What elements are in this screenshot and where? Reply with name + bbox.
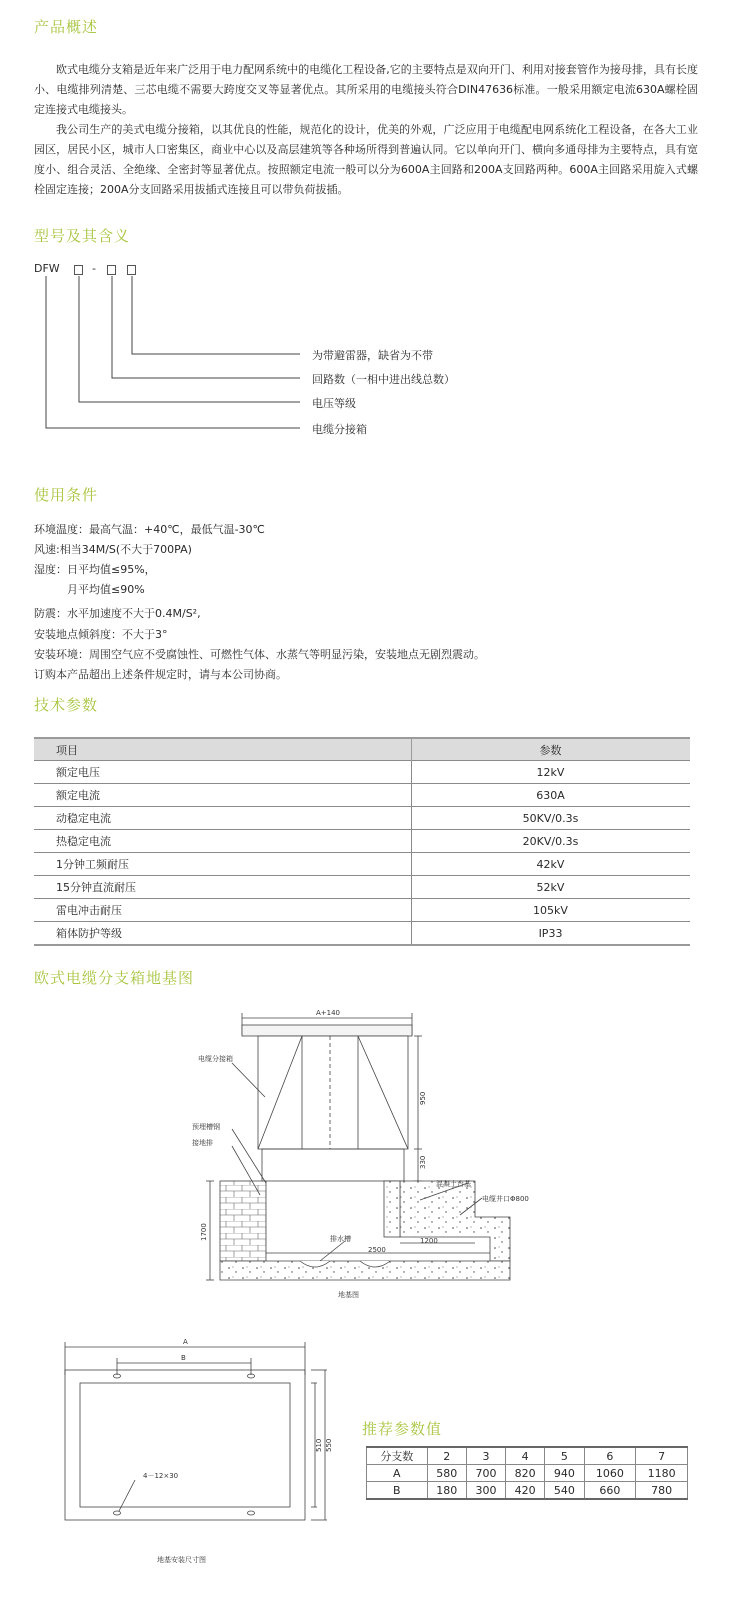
dim-330: 330 <box>419 1155 427 1169</box>
conditions-heading: 使用条件 <box>34 486 99 504</box>
condition-temperature: 环境温度：最高气温：+40℃，最低气温-30℃ <box>34 523 265 536</box>
rec-cell: 2 <box>427 1447 466 1465</box>
label-ground-bar: 接地排 <box>192 1139 213 1147</box>
rec-cell: 300 <box>466 1482 505 1500</box>
condition-environment: 安装环境：周围空气应不受腐蚀性、可燃性气体、水蒸气等明显污染，安装地点无剧烈震动。 <box>34 648 485 661</box>
rec-cell: 580 <box>427 1465 466 1482</box>
dim-a: A <box>183 1338 188 1346</box>
rec-cell: 5 <box>545 1447 584 1465</box>
tech-item: 1分钟工频耐压 <box>34 853 412 876</box>
condition-humidity-day: 湿度：日平均值≤95%， <box>34 563 156 576</box>
tech-value: 630A <box>412 784 691 807</box>
tech-value: 50KV/0.3s <box>412 807 691 830</box>
rec-cell: 1060 <box>584 1465 636 1482</box>
caption-installation: 地基安装尺寸图 <box>157 1556 206 1564</box>
dim-950: 950 <box>419 1091 427 1105</box>
table-row <box>34 876 690 899</box>
label-cable-box: 电缆分接箱 <box>198 1055 233 1063</box>
dim-b: B <box>181 1354 186 1362</box>
table-row <box>34 853 690 876</box>
dim-1200: 1200 <box>420 1237 438 1245</box>
tech-table-header <box>34 738 690 761</box>
caption-foundation: 地基图 <box>338 1291 359 1299</box>
tech-item: 雷电冲击耐压 <box>34 899 412 922</box>
tech-item: 热稳定电流 <box>34 830 412 853</box>
rec-cell: 660 <box>584 1482 636 1500</box>
rec-cell: 分支数 <box>367 1447 428 1465</box>
model-legend-voltage: 电压等级 <box>312 397 356 410</box>
rec-cell: 3 <box>466 1447 505 1465</box>
rec-cell: 1180 <box>636 1465 688 1482</box>
rec-cell: B <box>367 1482 428 1500</box>
table-row <box>34 922 690 946</box>
rec-cell: 700 <box>466 1465 505 1482</box>
table-row <box>367 1465 688 1482</box>
installation-plan-drawing <box>55 1330 345 1570</box>
condition-seismic: 防震：水平加速度不大于0.4M/S², <box>34 607 201 620</box>
dim-1700: 1700 <box>200 1223 208 1241</box>
foundation-section-drawing <box>170 1005 550 1305</box>
condition-humidity-month: 月平均值≤90% <box>34 583 145 596</box>
overview-paragraph-1: 欧式电缆分支箱是近年来广泛用于电力配网系统中的电缆化工程设备,它的主要特点是双向开门、利用对接套管作为接母排，具有长度小、电缆排列清楚、三芯电缆不需要大跨度交叉等显著优点。其所采用的电缆接头符合DIN47636标准。一般采用额定电流630A螺栓固定连接式电缆接头。 <box>34 63 698 116</box>
model-legend-arrester: 为带避雷器，缺省为不带 <box>312 349 433 362</box>
tech-col-value: 参数 <box>412 738 691 761</box>
table-row <box>34 807 690 830</box>
tech-item: 15分钟直流耐压 <box>34 876 412 899</box>
model-dash: - <box>92 262 96 275</box>
table-row <box>367 1482 688 1500</box>
tech-value: 52kV <box>412 876 691 899</box>
dim-a-plus-140: A+140 <box>316 1009 341 1017</box>
table-row <box>367 1447 688 1465</box>
model-legend-box: 电缆分接箱 <box>312 423 367 436</box>
tech-heading: 技术参数 <box>34 696 99 714</box>
dim-2500: 2500 <box>368 1246 386 1254</box>
tech-col-item: 项目 <box>34 738 412 761</box>
tech-value: 105kV <box>412 899 691 922</box>
label-hole-size: 4－12×30 <box>143 1472 179 1480</box>
condition-slope: 安装地点倾斜度：不大于3° <box>34 628 168 641</box>
label-drain: 排水槽 <box>330 1235 351 1243</box>
label-cable-well: 电缆井口Φ800 <box>482 1195 529 1203</box>
tech-value: 42kV <box>412 853 691 876</box>
rec-cell: 6 <box>584 1447 636 1465</box>
model-prefix: DFW <box>34 262 60 275</box>
rec-cell: 820 <box>506 1465 545 1482</box>
model-legend-circuits: 回路数（一相中进出线总数） <box>312 373 455 386</box>
tech-item: 箱体防护等级 <box>34 922 412 946</box>
table-row <box>34 784 690 807</box>
table-row <box>34 761 690 784</box>
foundation-heading: 欧式电缆分支箱地基图 <box>34 969 195 987</box>
condition-order-note: 订购本产品超出上述条件规定时，请与本公司协商。 <box>34 668 287 681</box>
rec-cell: 180 <box>427 1482 466 1500</box>
model-heading: 型号及其含义 <box>34 227 131 245</box>
label-embedded-channel: 预埋槽钢 <box>192 1123 220 1131</box>
rec-cell: A <box>367 1465 428 1482</box>
overview-paragraph-2: 我公司生产的美式电缆分接箱，以其优良的性能，规范化的设计，优美的外观，广泛应用于电缆配电网系统化工程设备，在各大工业园区，居民小区，城市人口密集区，商业中心以及高层建筑等各种场所得到普遍认同。它以单向开门、横向多通母排为主要特点，具有宽度小、组合灵活、全绝缘、全密封等显著优点。按照额定电流一般可以分为600A主回路和200A支回路两种。600A主回路采用旋入式螺栓固定连接；200A分支回路采用拔插式连接且可以带负荷拔插。 <box>34 123 698 196</box>
rec-cell: 420 <box>506 1482 545 1500</box>
table-row <box>34 830 690 853</box>
condition-wind: 风速:相当34M/S(不大于700PA) <box>34 543 192 556</box>
tech-table <box>34 737 690 946</box>
recommended-table <box>366 1446 688 1500</box>
recommended-heading: 推荐参数值 <box>362 1420 443 1438</box>
tech-value: IP33 <box>412 922 691 946</box>
rec-cell: 7 <box>636 1447 688 1465</box>
rec-cell: 780 <box>636 1482 688 1500</box>
tech-value: 20KV/0.3s <box>412 830 691 853</box>
rec-cell: 4 <box>506 1447 545 1465</box>
dim-550: 550 <box>325 1438 333 1452</box>
overview-heading: 产品概述 <box>34 18 99 36</box>
label-concrete-base: 混凝土台基 <box>436 1180 471 1188</box>
tech-item: 额定电压 <box>34 761 412 784</box>
tech-item: 动稳定电流 <box>34 807 412 830</box>
rec-cell: 540 <box>545 1482 584 1500</box>
tech-item: 额定电流 <box>34 784 412 807</box>
table-row <box>34 899 690 922</box>
tech-value: 12kV <box>412 761 691 784</box>
dim-510: 510 <box>315 1438 323 1452</box>
rec-cell: 940 <box>545 1465 584 1482</box>
